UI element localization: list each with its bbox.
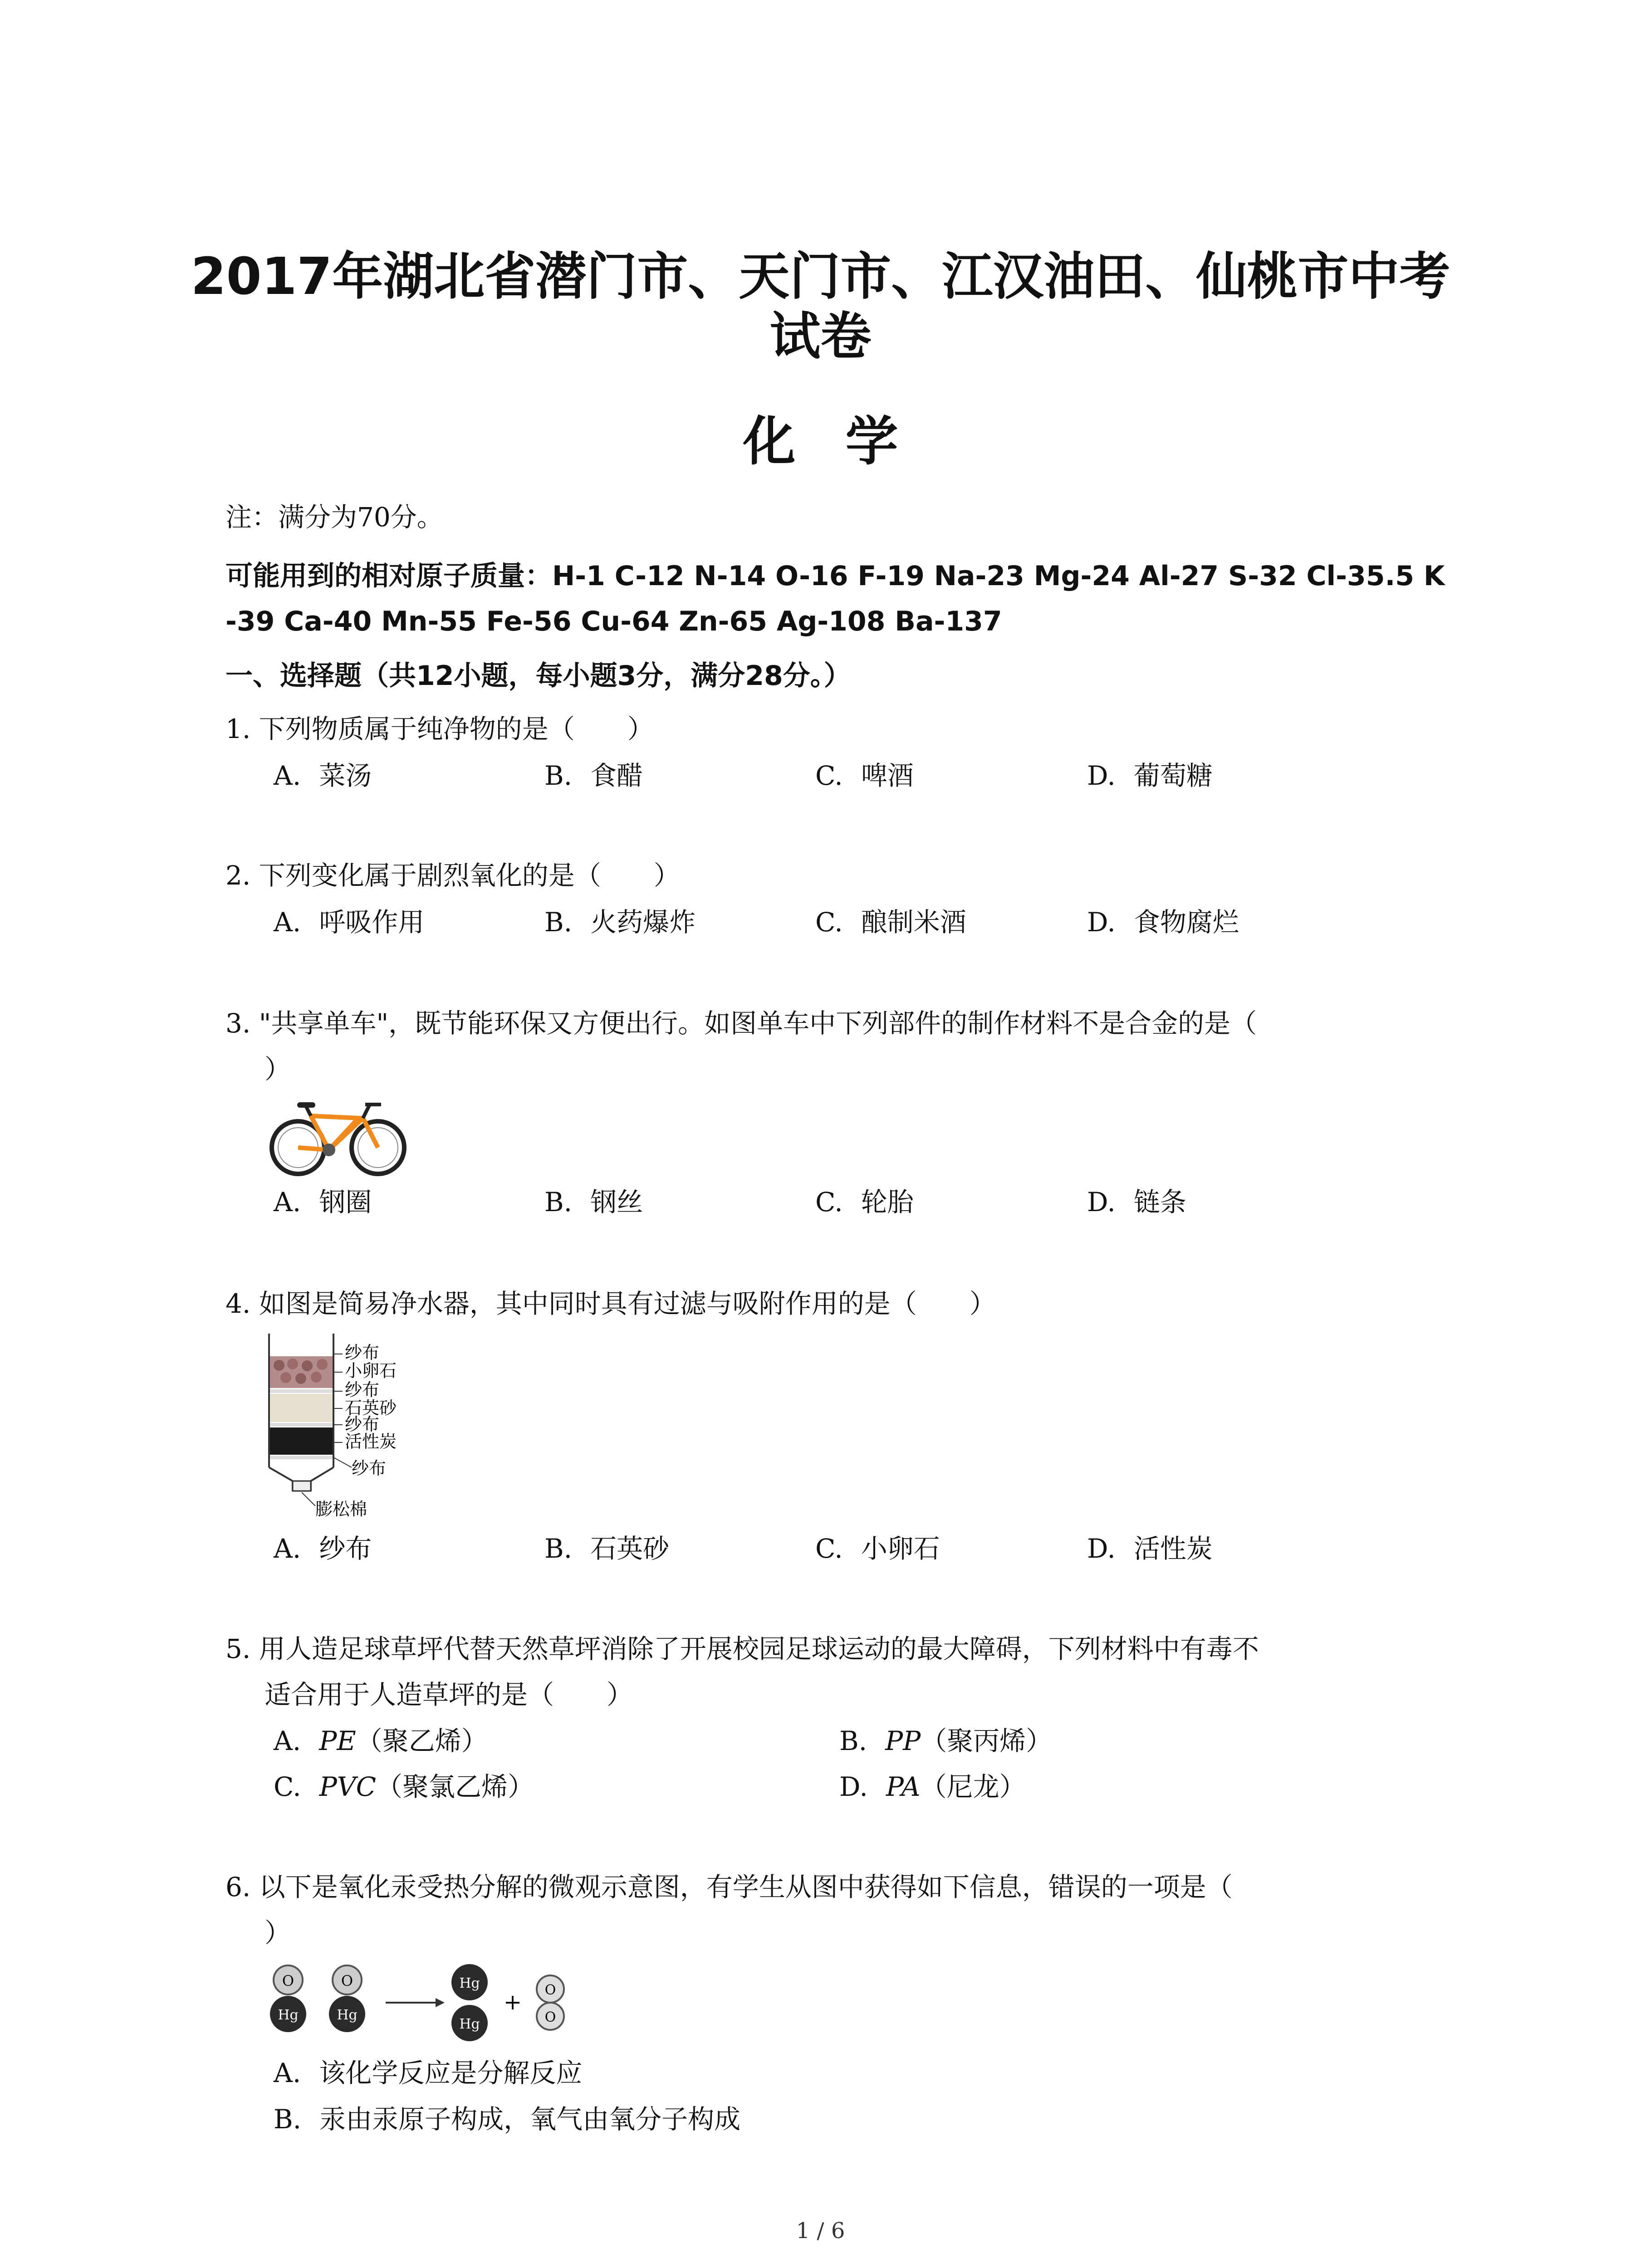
q6-stem-line1: 6. 以下是氧化汞受热分解的微观示意图，有学生从图中获得如下信息，错误的一项是（ (225, 1872, 1233, 1902)
option-text: 汞由汞原子构成，氧气由氧分子构成 (319, 2104, 741, 2135)
option-label: D. (1087, 907, 1116, 938)
option-text: （聚氯乙烯） (376, 1771, 534, 1802)
atom-hg: Hg (459, 2016, 480, 2032)
option-text: 纱布 (319, 1533, 372, 1564)
option-text: 呼吸作用 (319, 907, 425, 938)
mercury-oxide-figure (265, 1960, 583, 2043)
q3-option-d[interactable] (1087, 1184, 1186, 1220)
option-text: 钢丝 (590, 1187, 643, 1217)
option-label: A. (274, 1533, 301, 1564)
option-label: A. (274, 1187, 301, 1217)
option-text: 火药爆炸 (590, 907, 696, 938)
q6-stem-line2: ） (265, 1917, 291, 1948)
option-text: 轮胎 (861, 1187, 914, 1217)
plus-sign: + (503, 1989, 522, 2015)
q2-option-d[interactable] (1087, 904, 1239, 940)
water-filter-figure (265, 1331, 420, 1522)
filter-label-7: 纱布 (352, 1458, 387, 1478)
option-text: 食物腐烂 (1133, 907, 1239, 938)
q1-stem: 1. 下列物质属于纯净物的是（ ） (225, 714, 654, 744)
q4-option-b[interactable] (544, 1530, 669, 1567)
q5-stem-line2: 适合用于人造草坪的是（ ） (265, 1679, 633, 1710)
option-abbr: PA (886, 1771, 921, 1802)
q3-option-c[interactable] (815, 1184, 914, 1220)
q2-stem: 2. 下列变化属于剧烈氧化的是（ ） (225, 860, 680, 891)
option-label: D. (839, 1771, 868, 1802)
q4-stem: 4. 如图是简易净水器，其中同时具有过滤与吸附作用的是（ ） (225, 1288, 996, 1319)
option-label: D. (1087, 1533, 1116, 1564)
option-label: D. (1087, 760, 1116, 791)
q6-option-b[interactable] (274, 2101, 740, 2137)
filter-label-5: 纱布 (345, 1414, 380, 1434)
q2-option-a[interactable] (274, 904, 424, 940)
option-label: B. (544, 907, 573, 938)
atom-o: O (544, 2009, 556, 2025)
q3-stem-line2: ） (265, 1054, 291, 1085)
option-text: 链条 (1133, 1187, 1186, 1217)
option-text: 石英砂 (590, 1533, 670, 1564)
q5-option-c[interactable] (274, 1769, 534, 1805)
subject-title: 化学 (743, 411, 948, 472)
option-label: D. (1087, 1187, 1116, 1217)
option-text: 小卵石 (861, 1533, 940, 1564)
atom-hg: Hg (278, 2007, 299, 2023)
filter-label-1: 纱布 (345, 1343, 380, 1363)
option-text: 酿制米酒 (861, 907, 966, 938)
q1-option-d[interactable] (1087, 758, 1213, 794)
option-label: C. (815, 1187, 843, 1217)
option-label: B. (839, 1725, 867, 1756)
q5-stem-line1: 5. 用人造足球草坪代替天然草坪消除了开展校园足球运动的最大障碍，下列材料中有毒不 (225, 1633, 1259, 1664)
option-text: （尼龙） (920, 1771, 1026, 1802)
option-text: 菜汤 (319, 760, 372, 791)
q4-option-c[interactable] (815, 1530, 940, 1567)
option-text: 该化学反应是分解反应 (319, 2058, 583, 2088)
q5-option-a[interactable] (274, 1723, 488, 1759)
q1-option-a[interactable] (274, 758, 372, 794)
atom-hg: Hg (459, 1975, 480, 1991)
page-number: 1 / 6 (796, 2218, 845, 2244)
option-label: B. (544, 1187, 573, 1217)
option-text: 钢圈 (319, 1187, 372, 1217)
bicycle-figure (265, 1093, 411, 1179)
q4-option-d[interactable] (1087, 1530, 1213, 1567)
q2-option-b[interactable] (544, 904, 696, 940)
exam-title-line1: 2017年湖北省潜门市、天门市、江汉油田、仙桃市中考 (191, 247, 1450, 306)
option-text: 葡萄糖 (1133, 760, 1213, 791)
filter-label-3: 纱布 (345, 1380, 380, 1400)
section1-heading: 一、选择题（共12小题，每小题3分，满分28分。） (225, 660, 851, 692)
filter-label-2: 小卵石 (345, 1361, 397, 1381)
atomic-mass-line1: 可能用到的相对原子质量：H-1 C-12 N-14 O-16 F-19 Na-23 Mg-24 Al-27 S-32 Cl-35.5 K (225, 560, 1445, 592)
exam-title-line2: 试卷 (769, 307, 872, 366)
option-text: 食醋 (590, 760, 643, 791)
atomic-mass-line2: -39 Ca-40 Mn-55 Fe-56 Cu-64 Zn-65 Ag-108 Ba-137 (225, 606, 1002, 637)
q1-option-c[interactable] (815, 758, 914, 794)
atom-hg: Hg (337, 2007, 358, 2023)
q4-option-a[interactable] (274, 1530, 372, 1567)
option-text: 啤酒 (861, 760, 914, 791)
q3-stem-line1: 3. "共享单车"，既节能环保又方便出行。如图单车中下列部件的制作材料不是合金的是（ (225, 1008, 1257, 1039)
option-abbr: PVC (319, 1771, 377, 1802)
option-label: B. (544, 1533, 573, 1564)
q6-option-a[interactable] (274, 2055, 582, 2091)
option-label: C. (815, 907, 843, 938)
option-label: C. (815, 1533, 843, 1564)
option-label: A. (274, 907, 301, 938)
q5-option-b[interactable] (839, 1723, 1052, 1759)
option-text: （聚乙烯） (356, 1725, 488, 1756)
filter-label-4: 石英砂 (345, 1398, 397, 1418)
atom-o: O (341, 1972, 353, 1989)
option-text: 活性炭 (1133, 1533, 1213, 1564)
option-label: C. (815, 760, 843, 791)
option-label: A. (274, 1725, 301, 1756)
option-label: A. (274, 2058, 301, 2088)
option-label: B. (544, 760, 573, 791)
option-label: B. (274, 2104, 302, 2135)
q1-option-b[interactable] (544, 758, 643, 794)
option-label: A. (274, 760, 301, 791)
option-text: （聚丙烯） (921, 1725, 1053, 1756)
q3-option-b[interactable] (544, 1184, 643, 1220)
q2-option-c[interactable] (815, 904, 966, 940)
q5-option-d[interactable] (839, 1769, 1025, 1805)
atom-o: O (282, 1972, 294, 1989)
filter-label-8: 膨松棉 (315, 1499, 367, 1519)
score-note: 注：满分为70分。 (225, 502, 443, 533)
option-abbr: PP (885, 1725, 921, 1756)
filter-label-6: 活性炭 (345, 1432, 397, 1452)
q3-option-a[interactable] (274, 1184, 372, 1220)
option-label: C. (274, 1771, 301, 1802)
option-abbr: PE (319, 1725, 356, 1756)
atom-o: O (544, 1982, 556, 1998)
